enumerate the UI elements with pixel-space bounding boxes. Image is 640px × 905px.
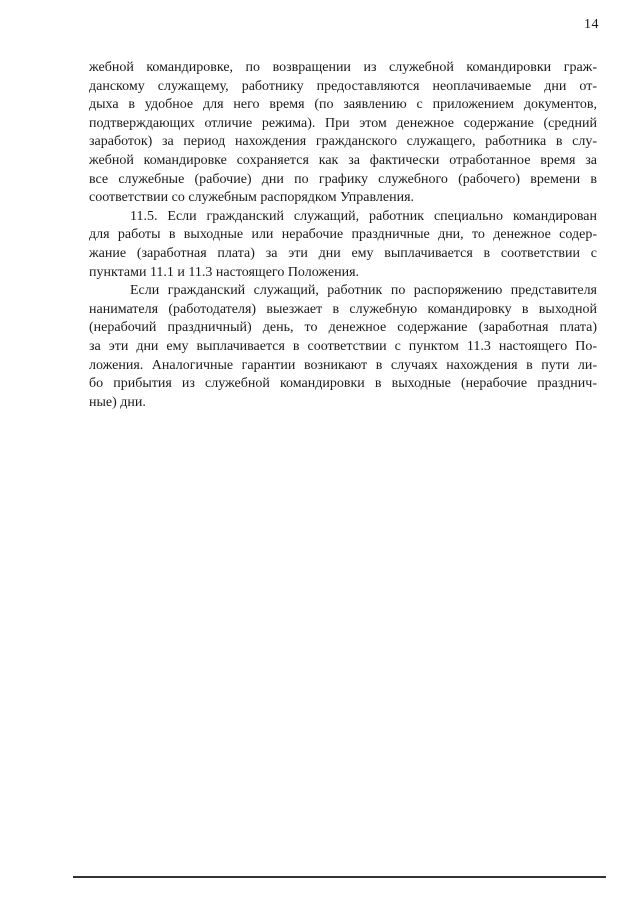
page-number: 14 bbox=[584, 17, 599, 32]
document-body bbox=[89, 59, 597, 412]
text-line: (нерабочий праздничный) день, то денежное содержание (заработная плата) bbox=[89, 320, 597, 336]
text-line: данскому служащему, работнику предоставляются неоплачиваемые дни от- bbox=[89, 78, 597, 94]
text-line: для работы в выходные или нерабочие праздничные дни, то денежное содер- bbox=[89, 227, 597, 243]
paragraph-continuation bbox=[89, 59, 597, 208]
text-line: все служебные (рабочие) дни по графику служебного (рабочего) времени в bbox=[89, 171, 597, 187]
text-line: пунктами 11.1 и 11.3 настоящего Положения. bbox=[89, 264, 360, 280]
text-line: жебной командировке сохраняется как за фактически отработанное время за bbox=[89, 152, 597, 168]
text-line: нанимателя (работодателя) выезжает в служебную командировку в выходной bbox=[89, 301, 597, 317]
text-line: за эти дни ему выплачивается в соответствии с пунктом 11.3 настоящего По- bbox=[89, 338, 597, 354]
text-line: заработок) за период нахождения гражданского служащего, работника в слу- bbox=[89, 134, 597, 150]
text-line: подтверждающих отличие режима). При этом денежное содержание (средний bbox=[89, 115, 597, 131]
paragraph-11-5 bbox=[89, 208, 597, 282]
text-line: бо прибытия из служебной командировки в выходные (нерабочие празднич- bbox=[89, 376, 597, 392]
text-line: жание (заработная плата) за эти дни ему выплачивается в соответствии с bbox=[89, 245, 597, 261]
text-line: 11.5. Если гражданский служащий, работник специально командирован bbox=[130, 208, 597, 224]
text-line: Если гражданский служащий, работник по распоряжению представителя bbox=[130, 283, 597, 299]
scan-edge-line bbox=[73, 876, 606, 878]
text-line: дыха в удобное для него время (по заявлению с приложением документов, bbox=[89, 97, 597, 113]
paragraph-weekend-travel bbox=[89, 282, 597, 412]
text-line: жебной командировке, по возвращении из служебной командировки граж- bbox=[89, 60, 597, 75]
text-line: ложения. Аналогичные гарантии возникают в случаях нахождения в пути ли- bbox=[89, 357, 597, 373]
text-line: соответствии со служебным распорядком Управления. bbox=[89, 190, 415, 206]
text-line: ные) дни. bbox=[89, 394, 146, 410]
